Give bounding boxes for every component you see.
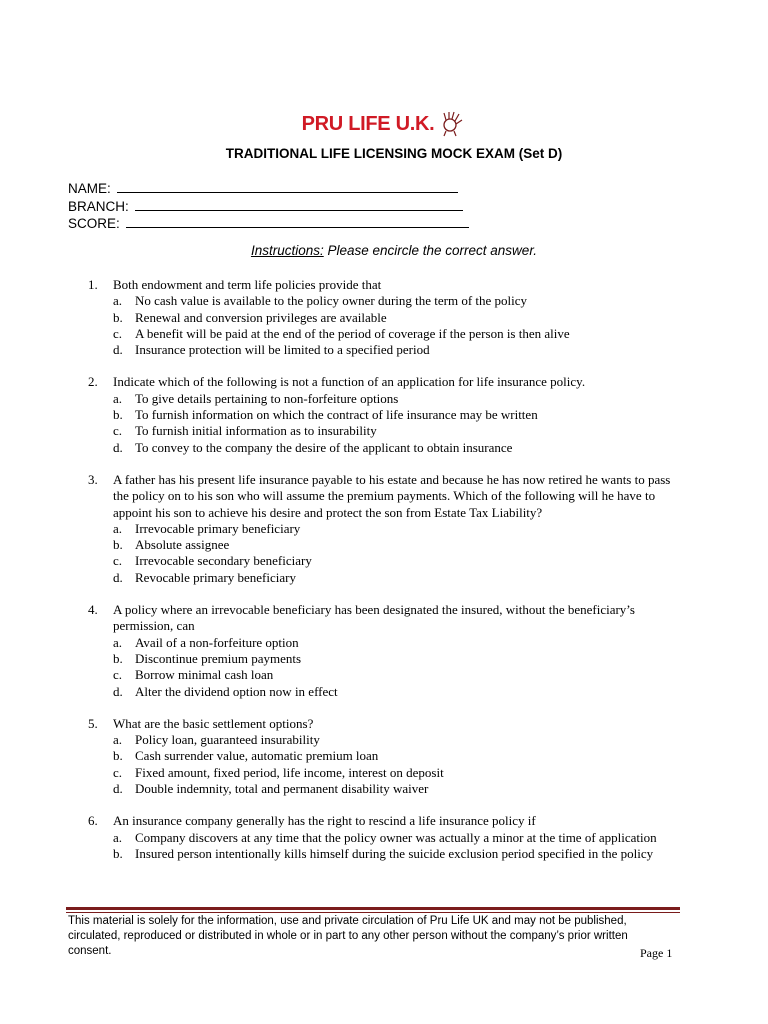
option-letter: d.: [113, 683, 123, 699]
option-letter: d.: [113, 781, 123, 797]
score-blank-line: [126, 215, 469, 228]
name-field: [68, 180, 469, 198]
option-letter: a.: [113, 293, 123, 309]
option-letter: b.: [113, 309, 123, 325]
option-text: Renewal and conversion privileges are available: [135, 309, 387, 325]
option-letter: b.: [113, 845, 123, 861]
option-letter: a.: [113, 520, 123, 536]
question-number: 1.: [88, 277, 98, 292]
option-d: [113, 342, 688, 358]
option-text: A benefit will be paid at the end of the period of coverage if the person is then alive: [135, 325, 570, 341]
option-text: Discontinue premium payments: [135, 650, 302, 666]
question-number: 3.: [88, 471, 98, 487]
page-number: Page 1: [640, 946, 673, 960]
option-a: [113, 830, 688, 846]
option-letter: a.: [113, 732, 123, 748]
option-letter: b.: [113, 407, 123, 423]
option-text: Policy loan, guaranteed insurability: [135, 732, 320, 748]
option-d: [113, 781, 688, 797]
option-a: [113, 391, 688, 407]
question-4: [88, 602, 688, 700]
option-b: [113, 651, 688, 667]
question-text: An insurance company generally has the right to rescind a life insurance policy if: [113, 813, 536, 829]
footer-divider-thin: [66, 912, 680, 913]
option-letter: c.: [113, 553, 123, 569]
option-a: [113, 635, 688, 651]
instructions-text: Please encircle the correct answer.: [323, 243, 538, 258]
option-b: [113, 407, 688, 423]
option-letter: b.: [113, 650, 123, 666]
option-letter: a.: [113, 829, 123, 845]
footer-disclaimer: This material is solely for the information, use and private circulation of Pru Life UK and may not be published, circulated, reproduced or distributed in whole or in part to any other person without the company’s prior written consent.: [68, 915, 628, 957]
option-a: [113, 521, 688, 537]
option-letter: a.: [113, 634, 123, 650]
option-text: Borrow minimal cash loan: [135, 667, 274, 683]
option-letter: c.: [113, 667, 123, 683]
option-a: [113, 293, 688, 309]
option-text: Avail of a non-forfeiture option: [135, 634, 299, 650]
question-number: 2.: [88, 374, 98, 390]
option-letter: b.: [113, 537, 123, 553]
branch-blank-line: [135, 198, 463, 211]
option-letter: c.: [113, 325, 123, 341]
option-text: Alter the dividend option now in effect: [135, 683, 338, 699]
question-1: [88, 277, 688, 358]
option-text: Fixed amount, fixed period, life income, interest on deposit: [135, 764, 444, 780]
option-text: No cash value is available to the policy owner during the term of the policy: [135, 293, 528, 309]
question-list: [88, 277, 688, 878]
question-number: 6.: [88, 813, 98, 829]
score-label: SCORE:: [68, 216, 120, 231]
option-d: [113, 570, 688, 586]
branch-label: BRANCH:: [68, 198, 129, 214]
option-c: [113, 667, 688, 683]
option-b: [113, 537, 688, 553]
option-letter: c.: [113, 764, 123, 780]
prudence-head-icon: [438, 110, 466, 138]
exam-title: TRADITIONAL LIFE LICENSING MOCK EXAM (Set D): [225, 146, 563, 161]
option-c: [113, 423, 688, 439]
name-label: NAME:: [68, 181, 111, 196]
option-text: Company discovers at any time that the policy owner was actually a minor at the time of application: [135, 829, 657, 845]
option-text: To give details pertaining to non-forfeiture options: [135, 390, 399, 406]
option-text: Insurance protection will be limited to a specified period: [135, 342, 430, 358]
option-letter: d.: [113, 342, 123, 358]
option-letter: d.: [113, 569, 123, 585]
option-a: [113, 732, 688, 748]
question-2: [88, 374, 688, 455]
option-c: [113, 765, 688, 781]
option-c: [113, 326, 688, 342]
instructions-label: Instructions:: [250, 243, 324, 258]
option-text: To convey to the company the desire of the applicant to obtain insurance: [135, 439, 513, 455]
option-text: To furnish initial information as to insurability: [135, 423, 377, 439]
question-number: 5.: [88, 715, 98, 731]
option-d: [113, 440, 688, 456]
option-c: [113, 553, 688, 569]
question-6: [88, 813, 688, 862]
question-number: 4.: [88, 602, 98, 618]
question-text: Indicate which of the following is not a function of an application for life insurance policy.: [113, 374, 586, 390]
option-letter: b.: [113, 748, 123, 764]
name-blank-line: [117, 180, 458, 193]
question-text: Both endowment and term life policies provide that: [113, 277, 382, 292]
option-text: Irrevocable secondary beneficiary: [135, 553, 312, 569]
option-text: To furnish information on which the contract of life insurance may be written: [135, 407, 538, 423]
option-text: Double indemnity, total and permanent disability waiver: [135, 781, 429, 797]
footer-divider-thick: [66, 907, 680, 910]
question-3: [88, 472, 688, 586]
option-text: Cash surrender value, automatic premium loan: [135, 748, 379, 764]
logo-text: PRU LIFE U.K.: [301, 112, 435, 135]
option-text: Irrevocable primary beneficiary: [135, 520, 301, 536]
question-text: What are the basic settlement options?: [113, 715, 314, 731]
instructions: [0, 243, 768, 258]
option-b: [113, 748, 688, 764]
option-letter: d.: [113, 439, 123, 455]
option-letter: a.: [113, 390, 123, 406]
question-text: A policy where an irrevocable beneficiary has been designated the insured, without the beneficiary’s permission, can: [113, 602, 635, 634]
question-text: A father has his present life insurance payable to his estate and because he has now retired he wants to pass the policy on to his son who will assume the premium payments. Which of the following will he have to appoint his son to achieve his desire and protect the son from Estate Tax Liability?: [113, 471, 671, 520]
option-b: [113, 310, 688, 326]
option-text: Insured person intentionally kills himself during the suicide exclusion period specified in the policy: [135, 845, 654, 861]
company-logo: [0, 110, 768, 138]
option-b: [113, 846, 688, 862]
option-d: [113, 684, 688, 700]
option-text: Revocable primary beneficiary: [135, 569, 296, 585]
option-text: Absolute assignee: [135, 537, 230, 553]
student-info-fields: [68, 180, 469, 233]
branch-field: [68, 198, 469, 216]
score-field: [68, 215, 469, 233]
question-5: [88, 716, 688, 797]
option-letter: c.: [113, 423, 123, 439]
